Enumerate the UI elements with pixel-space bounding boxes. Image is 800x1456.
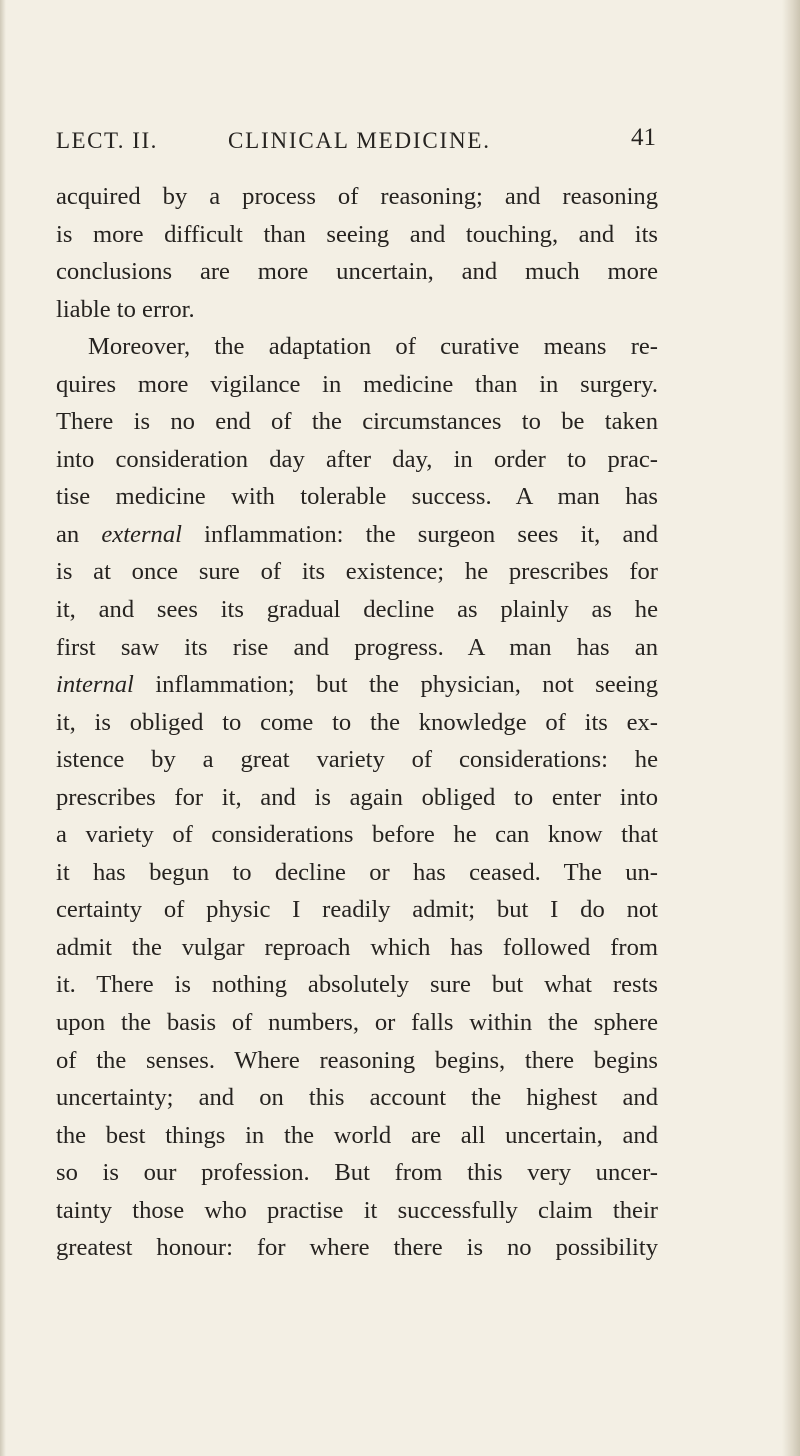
text-line: so is our profession. But from this very uncer- bbox=[56, 1159, 658, 1187]
text-line: is more difficult than seeing and touching, and its bbox=[56, 220, 658, 248]
text-line: There is no end of the circumstances to be taken bbox=[56, 408, 658, 436]
lecture-label: LECT. II. bbox=[56, 128, 158, 153]
text-line: is at once sure of its existence; he prescribes for bbox=[56, 558, 658, 586]
text-line: it has begun to decline or has ceased. The un- bbox=[56, 858, 658, 886]
page-gutter-shadow bbox=[0, 0, 6, 1456]
text-line: into consideration day after day, in order to prac- bbox=[56, 445, 658, 473]
page-edge-shadow bbox=[782, 0, 800, 1456]
text-line: Moreover, the adaptation of curative means re- bbox=[88, 333, 658, 361]
text-line: tainty those who practise it successfully claim their bbox=[56, 1196, 658, 1224]
text-line: first saw its rise and progress. A man has an bbox=[56, 633, 658, 661]
text-line: of the senses. Where reasoning begins, there begins bbox=[56, 1046, 658, 1074]
text-line: it. There is nothing absolutely sure but what rests bbox=[56, 971, 658, 999]
text-line: it, and sees its gradual decline as plainly as he bbox=[56, 596, 658, 624]
text-line: istence by a great variety of considerations: he bbox=[56, 746, 658, 774]
text-line: quires more vigilance in medicine than in surgery. bbox=[56, 370, 658, 398]
running-title: CLINICAL MEDICINE. bbox=[228, 128, 491, 153]
text-line bbox=[56, 516, 658, 554]
text-line: greatest honour: for where there is no possibility bbox=[56, 1234, 658, 1262]
text-line: prescribes for it, and is again obliged to enter into bbox=[56, 783, 658, 811]
text-line: tise medicine with tolerable success. A man has bbox=[56, 483, 658, 511]
running-header bbox=[56, 124, 656, 162]
text-fragment: inflammation; but the physician, not seeing bbox=[133, 671, 658, 699]
text-fragment: an bbox=[56, 520, 102, 548]
emphasis-external: external bbox=[101, 520, 182, 548]
text-line: certainty of physic I readily admit; but I do not bbox=[56, 896, 658, 924]
text-line: uncertainty; and on this account the highest and bbox=[56, 1084, 658, 1112]
text-line: a variety of considerations before he can know that bbox=[56, 821, 658, 849]
text-line: the best things in the world are all uncertain, and bbox=[56, 1121, 658, 1149]
text-line: acquired by a process of reasoning; and reasoning bbox=[56, 183, 658, 210]
page-number: 41 bbox=[631, 124, 656, 151]
text-fragment: inflammation: the surgeon sees it, and bbox=[181, 520, 658, 548]
text-line bbox=[56, 666, 658, 704]
body-text bbox=[56, 178, 658, 1267]
text-line: conclusions are more uncertain, and much more bbox=[56, 258, 658, 286]
text-line: liable to error. bbox=[56, 295, 195, 323]
text-line: it, is obliged to come to the knowledge of its ex- bbox=[56, 708, 658, 736]
text-line: upon the basis of numbers, or falls within the sphere bbox=[56, 1009, 658, 1037]
text-line: admit the vulgar reproach which has followed from bbox=[56, 933, 658, 961]
emphasis-internal: internal bbox=[56, 671, 134, 699]
